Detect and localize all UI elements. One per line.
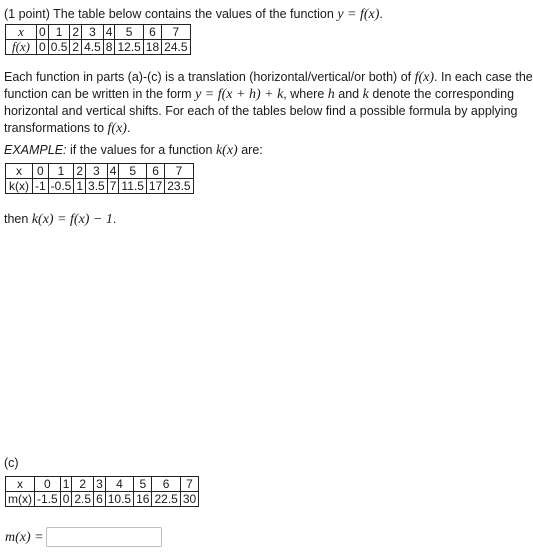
- table-cell: 4: [105, 477, 133, 492]
- example-text: if the values for a function: [70, 143, 213, 157]
- table-cell: 4.5: [82, 40, 104, 55]
- intro-prefix: (1 point) The table below contains the values of the function: [4, 7, 334, 21]
- table-header-x: x: [6, 477, 35, 492]
- example-label: EXAMPLE:: [4, 143, 67, 157]
- table-cell: 18: [143, 40, 161, 55]
- table-cell: 30: [180, 492, 198, 507]
- table-header-fx: f(x): [6, 40, 37, 55]
- table-cell: 3: [82, 25, 104, 40]
- table-cell: 4: [103, 25, 115, 40]
- example-answer: k(x) = f(x) − 1: [31, 212, 113, 227]
- table-cell: 6: [94, 492, 106, 507]
- table-cell: -1.5: [35, 492, 61, 507]
- function-f-table: [5, 24, 191, 55]
- table-row: [6, 25, 191, 40]
- example-text: are:: [241, 143, 263, 157]
- table-cell: 3.5: [86, 179, 108, 194]
- table-cell: 1: [74, 179, 86, 194]
- table-cell: 0.5: [48, 40, 70, 55]
- paragraph-math: h: [327, 87, 335, 102]
- table-cell: 1: [60, 477, 72, 492]
- paragraph-text: horizontal and vertical shifts. For each of the tables below find a possible formula by applying: [4, 104, 518, 118]
- table-cell: 2: [70, 40, 82, 55]
- example-then: then: [4, 212, 29, 226]
- table-cell: 1: [48, 25, 70, 40]
- paragraph-text: , where: [283, 87, 325, 101]
- table-cell: 5: [119, 164, 146, 179]
- answer-input[interactable]: [46, 527, 162, 547]
- paragraph-math: k: [362, 87, 369, 102]
- table-cell: 6: [146, 164, 164, 179]
- table-cell: 7: [180, 477, 198, 492]
- table-cell: 16: [134, 492, 152, 507]
- table-cell: 2: [70, 25, 82, 40]
- table-cell: 5: [134, 477, 152, 492]
- table-cell: 0: [37, 40, 49, 55]
- table-row: [6, 164, 194, 179]
- table-cell: 0: [35, 477, 61, 492]
- table-header-mx: m(x): [6, 492, 35, 507]
- table-cell: 3: [86, 164, 108, 179]
- table-cell: 2.5: [72, 492, 94, 507]
- table-cell: 0: [33, 164, 49, 179]
- table-cell: 22.5: [152, 492, 180, 507]
- example-line: [4, 142, 263, 159]
- example-answer-line: [4, 211, 116, 228]
- table-cell: -0.5: [48, 179, 74, 194]
- example-answer-end: .: [112, 212, 117, 226]
- table-cell: 10.5: [105, 492, 133, 507]
- table-row: [6, 40, 191, 55]
- intro-formula: y = f(x): [337, 7, 380, 22]
- table-header-x: x: [6, 164, 33, 179]
- table-header-x: x: [6, 25, 37, 40]
- table-cell: 24.5: [162, 40, 190, 55]
- intro-suffix: .: [379, 7, 383, 21]
- table-cell: 17: [146, 179, 164, 194]
- table-cell: 7: [165, 164, 193, 179]
- paragraph-math: y = f(x + h) + k: [195, 87, 284, 102]
- part-c-table: [5, 476, 199, 507]
- table-cell: 12.5: [115, 40, 143, 55]
- table-cell: 0: [37, 25, 49, 40]
- paragraph-text: . In each case the: [434, 70, 533, 84]
- table-cell: 8: [103, 40, 115, 55]
- table-cell: 2: [74, 164, 86, 179]
- paragraph-line-3: [4, 103, 517, 120]
- table-cell: -1: [33, 179, 49, 194]
- table-cell: 4: [107, 164, 119, 179]
- table-cell: 5: [115, 25, 143, 40]
- paragraph-text: function can be written in the form: [4, 87, 192, 101]
- table-header-kx: k(x): [6, 179, 33, 194]
- table-row: [6, 179, 194, 194]
- table-cell: 11.5: [119, 179, 146, 194]
- paragraph-line-1: [4, 69, 533, 86]
- table-row: [6, 477, 199, 492]
- part-c-label: (c): [4, 456, 19, 470]
- example-k-table: [5, 163, 194, 194]
- paragraph-text: denote the corresponding: [372, 87, 515, 101]
- paragraph-math: f(x): [107, 121, 127, 136]
- paragraph-text: and: [338, 87, 360, 101]
- answer-prompt: m(x) =: [5, 530, 44, 545]
- paragraph-text: transformations to: [4, 121, 105, 135]
- paragraph-math: f(x): [414, 70, 435, 85]
- example-function: k(x): [215, 143, 238, 158]
- table-cell: 0: [60, 492, 72, 507]
- table-cell: 6: [152, 477, 180, 492]
- table-cell: 3: [94, 477, 106, 492]
- table-cell: 1: [48, 164, 74, 179]
- table-cell: 7: [107, 179, 119, 194]
- paragraph-text: .: [126, 121, 131, 135]
- paragraph-line-2: [4, 86, 514, 103]
- table-cell: 7: [162, 25, 190, 40]
- table-cell: 6: [143, 25, 161, 40]
- table-cell: 23.5: [165, 179, 193, 194]
- table-row: [6, 492, 199, 507]
- paragraph-text: Each function in parts (a)-(c) is a translation (horizontal/vertical/or both) of: [4, 70, 412, 84]
- paragraph-line-4: [4, 120, 130, 137]
- intro-line: [4, 6, 383, 23]
- table-cell: 2: [72, 477, 94, 492]
